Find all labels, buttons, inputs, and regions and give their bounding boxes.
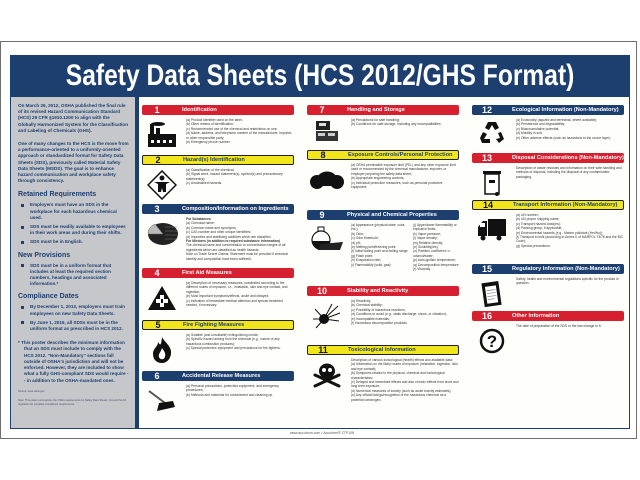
- new-provisions-heading: New Provisions: [18, 251, 71, 259]
- item: (c) Delayed and immediate effects and also chronic effects from short and long term exposure;: [351, 380, 459, 389]
- title-banner: [10, 55, 630, 96]
- item: (a) Precautions for safe handling;: [351, 118, 400, 122]
- section-12-ecological: [472, 105, 624, 146]
- section-header: [307, 105, 459, 115]
- sections-panel: [139, 97, 629, 428]
- item: The chemical name and concentration or concentration ranges of all ingredients which are classified as health hazards.: [186, 243, 286, 252]
- item: (e) Any official listings/recognition of the hazardous chemical as a potential carcinogen.: [351, 393, 447, 402]
- section-title: Accidental Release Measures: [182, 373, 261, 379]
- section-number: 4: [154, 268, 160, 278]
- item: (n) Solubility(ies);: [413, 245, 439, 250]
- section-title: Exposure Controls/Personal Protection: [348, 152, 453, 158]
- item: (b) UN proper shipping name;: [516, 217, 560, 222]
- item: The date of preparation of the SDS or the last change to it.: [516, 324, 602, 328]
- section-header: [142, 320, 294, 330]
- item: (q) Decomposition temperature;: [413, 262, 460, 267]
- section-title: Identification: [182, 107, 217, 113]
- section-items: [182, 281, 294, 315]
- item: (a) Chemical name;: [186, 221, 215, 226]
- section-number: 15: [481, 264, 492, 274]
- item: Safety, health and environmental regulations specific for the product in question.: [516, 277, 619, 286]
- item: (c) Possibility of hazardous reactions;: [351, 307, 406, 312]
- item: (b) Symptoms related to the physical, chemical and toxicological characteristics;: [351, 371, 445, 380]
- section-16-other-information: [472, 311, 624, 358]
- section-number: 2: [155, 155, 161, 165]
- health-hazard-icon: [142, 168, 182, 202]
- retained-requirements-list: [18, 202, 129, 245]
- item: (c) Bioaccumulative potential;: [516, 126, 560, 131]
- item: (a) UN number;: [516, 213, 539, 217]
- item: (f) Hazardous decomposition products.: [351, 321, 408, 326]
- item: (r) Viscosity.: [413, 267, 431, 272]
- item: (g) Special precautions.: [516, 243, 551, 248]
- clipboard-icon: [472, 277, 512, 311]
- section-items: [182, 384, 294, 418]
- list-item: By December 1, 2013, employers must train employees on new Safety Data Sheets.: [18, 304, 129, 316]
- item: (h) Evaporation rate;: [351, 258, 382, 263]
- section-13-disposal: [472, 153, 624, 200]
- item: (a) Information on the likely routes of exposure (inhalation, ingestion, skin and eye contact);: [351, 362, 458, 371]
- section-9-physical-chemical: [307, 210, 459, 271]
- section-number: 1: [154, 105, 160, 115]
- intro-paragraph-2: One of many changes to the HCS is the move from a performance-oriented to a uniformly-oriented approach or standardized format for Safety Data Sheets (SDS), previously called Material Safety Data Sheets (MSDS). The goal is to enhance hazard communication and workplace safety through consistency.: [18, 141, 129, 184]
- section-number: 5: [155, 320, 161, 330]
- section-title: Regulatory Information (Non-Mandatory): [512, 266, 620, 272]
- section-items: [182, 118, 294, 152]
- mop-icon: [142, 384, 182, 418]
- item: (a) Suitable (and unsuitable) extinguishing media;: [186, 333, 259, 337]
- item: (c) Individual protection measures, such as personal protective equipment.: [351, 180, 443, 190]
- item: (c) Unclassified hazards.: [186, 181, 223, 186]
- left-info-panel: [11, 97, 135, 428]
- list-item: SDS must be readily available to employees in their work areas and during their shifts.: [18, 224, 129, 236]
- section-header: [472, 153, 624, 163]
- item: (b) Signal word, hazard statement(s), symbol(s) and precautionary statement(s);: [186, 172, 283, 181]
- flask-icon: [307, 223, 347, 257]
- list-item: By June 1, 2015, all SDSs must be in the uniform format as prescribed in HCS 2012.: [18, 320, 129, 332]
- svg-text:?: ?: [486, 332, 498, 351]
- section-items: [347, 118, 442, 144]
- recycle-icon: [472, 118, 512, 146]
- poster-title: Safety Data Sheets (HCS 2012/GHS Format): [65, 59, 575, 92]
- section-number: 7: [319, 105, 325, 115]
- item: Note on Trade Secret Claims: Statement must be provided if chemical identity and composition have been withheld.: [186, 252, 288, 261]
- item: (e) Environmental hazards (e.g., Marine pollutant (Yes/No));: [516, 230, 604, 235]
- item: (c) Special protective equipment and precautions for fire-fighters.: [186, 346, 281, 351]
- item: (m) Relative density;: [413, 240, 444, 245]
- item: (a) Personal precautions, protective equipment, and emergency procedures;: [186, 384, 279, 393]
- item: (a) Ecotoxicity (aquatic and terrestrial, where available);: [516, 118, 598, 122]
- section-header: [307, 150, 459, 160]
- section-15-regulatory: [472, 264, 624, 311]
- item: (b) Most important symptoms/effects, acute and delayed;: [186, 294, 269, 299]
- section-header: [142, 105, 294, 115]
- section-items: [512, 324, 601, 358]
- storage-drums-icon: [307, 118, 347, 144]
- item: (d) Packing group, if applicable;: [516, 226, 563, 231]
- section-8-exposure-controls: [307, 150, 459, 197]
- item: (d) Conditions to avoid (e.g., static discharge, shock, or vibration);: [351, 312, 447, 317]
- section-number: 9: [319, 210, 325, 220]
- item: (p) Auto-ignition temperature;: [413, 258, 456, 263]
- section-header: [307, 210, 459, 220]
- list-item: Employers must have an SDS in the workplace for each hazardous chemical used.: [18, 202, 129, 221]
- section-10-stability-reactivity: [307, 286, 459, 333]
- section-6-accidental-release: [142, 371, 294, 418]
- item: Description of waste residues and information on their safe handling and methods of disposal, including the disposal of any contaminated packaging.: [516, 166, 622, 179]
- item: (c) Transport hazard class(es);: [516, 221, 561, 226]
- item: (a) Appearance (physical state, color, etc.);: [351, 223, 406, 232]
- new-provisions-list: [18, 263, 129, 288]
- footer-text: www.accuform.com • Accuform® ZTP108: [290, 431, 355, 435]
- section-number: 13: [481, 153, 492, 163]
- fine-print-source: Source: www.osha.gov: [18, 389, 45, 393]
- section-14-transport: [472, 200, 624, 248]
- item: (d) Impurities and stabilizing additives which are classified.: [186, 234, 272, 239]
- item: (f) Initial boiling point and boiling range;: [351, 249, 409, 254]
- compliance-dates-heading: Compliance Dates: [18, 293, 79, 301]
- first-aid-icon: [142, 281, 182, 315]
- section-items: [347, 358, 459, 402]
- section-title: Hazard(s) Identification: [183, 157, 245, 163]
- section-header: [142, 155, 294, 165]
- section-header: [307, 345, 459, 355]
- item: For Mixtures (in addition to required substance information): [186, 239, 280, 244]
- section-number: 14: [482, 200, 493, 210]
- section-7-handling-storage: [307, 105, 459, 144]
- section-title: Composition/Information on Ingredients: [182, 206, 289, 212]
- item: (c) Odor threshold;: [351, 236, 379, 241]
- item: (d) pH;: [351, 240, 362, 245]
- section-items: [347, 163, 459, 197]
- item: (f) Transport in bulk (according to Annex II of MARPOL 73/78 and the IBC Code);: [516, 235, 624, 244]
- section-number: 6: [154, 371, 160, 381]
- item: (b) Chemical stability;: [351, 303, 383, 308]
- pie-chart-icon: [142, 217, 182, 251]
- item: (e) Incompatible materials;: [351, 316, 390, 321]
- item: (b) Appropriate engineering controls;: [351, 176, 405, 181]
- section-items: [512, 118, 611, 146]
- item: (g) Flash point;: [351, 253, 373, 258]
- section-header: [472, 264, 624, 274]
- section-header: [307, 286, 459, 296]
- item: (a) Classification of the chemical;: [186, 168, 235, 172]
- section-1-identification: [142, 105, 294, 152]
- item: (a) Product identifier used on the label;: [186, 118, 243, 122]
- factory-icon: [142, 118, 182, 152]
- section-number: 3: [154, 204, 160, 214]
- item: Description of various toxicological (health) effects and available data:: [351, 358, 453, 362]
- section-number: 11: [318, 345, 328, 355]
- truck-icon: [472, 213, 512, 247]
- skull-crossbones-icon: [307, 358, 347, 392]
- section-title: Stability and Reactivity: [347, 288, 409, 294]
- section-items: [512, 166, 624, 200]
- section-header: [142, 204, 294, 214]
- section-items: [512, 213, 624, 248]
- item: (a) Description of necessary measures, subdivided according to the different routes of exposure, i.e., inhalation, skin and eye contact, and ingestion;: [186, 281, 288, 294]
- section-header: [142, 268, 294, 278]
- section-11-toxicological: [307, 345, 459, 402]
- item: (i) Flammability (solid, gas);: [351, 262, 392, 267]
- item: (b) Methods and materials for containment and cleaning up.: [186, 392, 274, 397]
- section-title: Ecological Information (Non-Mandatory): [512, 107, 619, 113]
- section-items: [347, 299, 447, 333]
- section-items: [512, 277, 624, 311]
- item: (b) Common name and synonyms;: [186, 225, 237, 230]
- item: (c) Indication of immediate medical attention and special treatment needed, if necessary.: [186, 298, 283, 308]
- section-items: [182, 217, 294, 261]
- section-title: Toxicological Information: [348, 347, 416, 353]
- item: (b) Odor;: [351, 231, 365, 236]
- section-title: Fire Fighting Measures: [183, 322, 245, 328]
- list-item: SDS must be in a uniform format that includes at least the required section numbers, headings and associated information.*: [18, 263, 129, 288]
- explosion-icon: [307, 299, 347, 333]
- section-title: Other Information: [512, 313, 560, 319]
- section-header: [472, 311, 624, 321]
- section-title: Disposal Considerations (Non-Mandatory): [512, 155, 624, 161]
- item: (d) Numerical measures of toxicity (such as acute toxicity estimates);: [351, 388, 452, 393]
- item: (k) Vapor pressure;: [413, 231, 441, 236]
- question-mark-icon: [472, 324, 512, 358]
- section-title: Handling and Storage: [347, 107, 405, 113]
- item: (b) Persistence and degradability;: [516, 122, 566, 127]
- section-number: 16: [481, 311, 492, 321]
- section-title: Physical and Chemical Properties: [347, 212, 437, 218]
- fine-print-note: Note: This poster summarizes the OSHA requirements for Safety Data Sheets. Consult the full regulation for complete compliance requirements.: [18, 399, 126, 406]
- item: (c) CAS number and other unique identifiers;: [186, 230, 252, 235]
- item: (b) Specific hazard arising from the chemical (e.g., nature of any hazardous combustion products);: [186, 337, 280, 346]
- footnote: * This poster describes the minimum information that an SDS must include to comply with the HCS 2012. "Non-Mandatory" sections fall outside of OSHA's jurisdiction and will not be enforced. However, they are included to show what a fully GHS-compliant SDS would require -- in addition to the OSHA-mandated ones.: [18, 340, 129, 383]
- trash-bin-icon: [472, 166, 512, 200]
- section-header: [472, 200, 624, 210]
- section-header: [142, 371, 294, 381]
- item: (e) Other adverse effects (such as hazardous to the ozone layer).: [516, 135, 612, 140]
- section-title: First Aid Measures: [182, 270, 232, 276]
- item: (a) Reactivity;: [351, 299, 372, 303]
- intro-paragraph-1: On March 26, 2012, OSHA published the final rule of its revised Hazard Communication Standard (HCS) 29 CFR §1910.1200 to align with the Globally Harmonized System for the Classification and Labeling of Chemicals (GHS).: [18, 103, 129, 133]
- section-2-hazard-identification: [142, 155, 294, 202]
- item: (a) OSHA permissible exposure limit (PEL) and any other exposure limit used or recommended by the chemical manufacturer, importer, or employer preparing the safety data sheet;: [351, 163, 456, 176]
- item: (l) Vapor density;: [413, 236, 438, 241]
- section-4-first-aid: [142, 268, 294, 315]
- section-number: 12: [481, 105, 492, 115]
- item: (e) Melting point/freezing point;: [351, 245, 397, 250]
- section-3-composition: [142, 204, 294, 261]
- item: (j) Upper/lower flammability or explosive limits;: [413, 223, 457, 232]
- item: (e) Emergency phone number.: [186, 140, 231, 145]
- section-5-fire-fighting: [142, 320, 294, 367]
- item: (d) Mobility in soil;: [516, 131, 543, 136]
- item: (c) Recommended use of the chemical and restrictions on use;: [186, 126, 278, 131]
- list-item: SDS must be in English.: [18, 239, 129, 245]
- section-items: [347, 223, 471, 271]
- item: (b) Conditions for safe storage, including any incompatibilities.: [351, 122, 442, 127]
- section-title: Transport Information (Non-Mandatory): [513, 202, 618, 208]
- section-number: 8: [320, 150, 326, 160]
- respirator-icon: [307, 163, 347, 197]
- item: (b) Other means of identification;: [186, 122, 234, 127]
- compliance-dates-list: [18, 304, 129, 332]
- section-items: [182, 168, 294, 202]
- section-header: [472, 105, 624, 115]
- item: (o) Partition coefficient: n-octanol/water;: [413, 249, 451, 258]
- section-number: 10: [316, 286, 327, 296]
- retained-requirements-heading: Retained Requirements: [18, 191, 97, 199]
- item: For Substances: [186, 217, 211, 221]
- flame-icon: [142, 333, 182, 367]
- section-items: [182, 333, 294, 367]
- item: (d) Name, address, and telephone number of the manufacturer, importer, or other responsible party;: [186, 131, 293, 140]
